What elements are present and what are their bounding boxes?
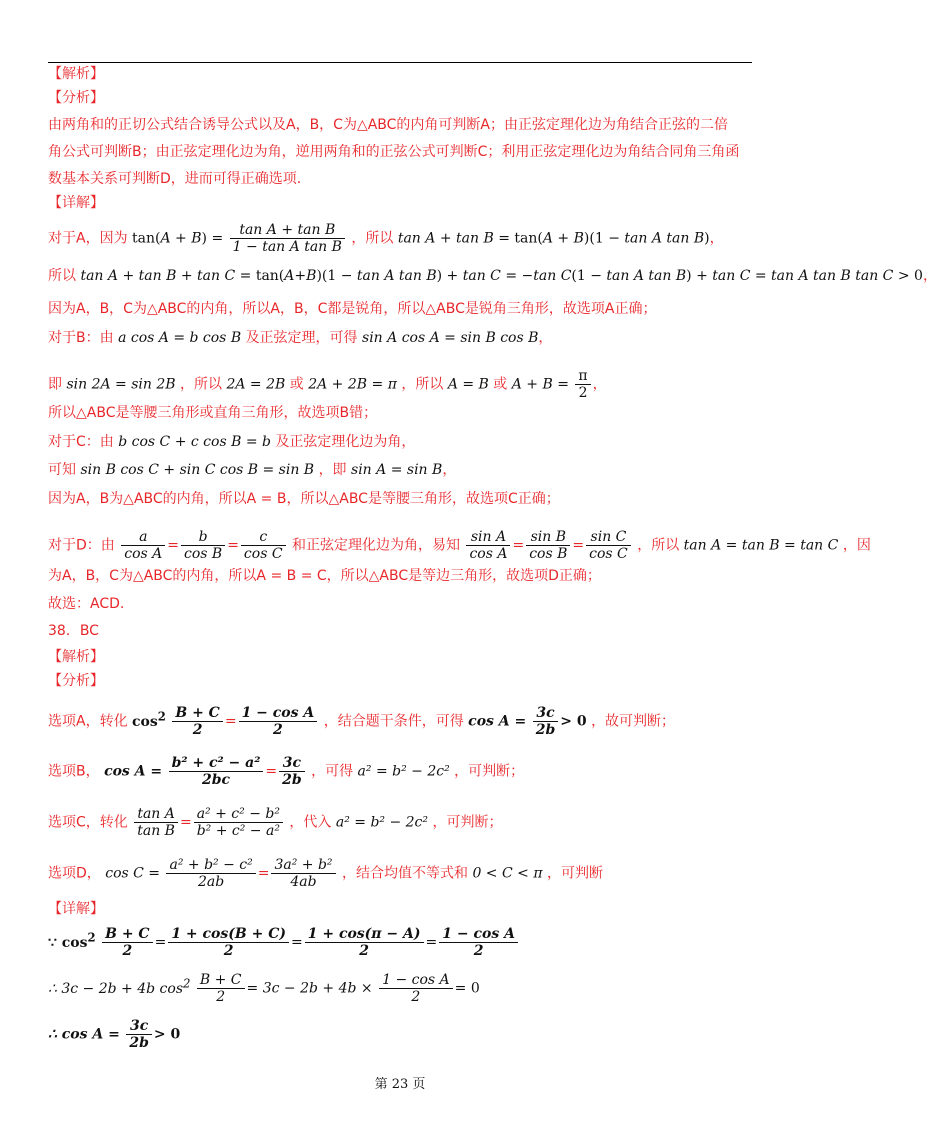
jiexi-label: 【解析】 xyxy=(48,66,104,82)
option-d-line-1: 对于D：由 $\frac{a}{\text{cos A}}$ = $\frac{b}{\text{cos B}}$ = $\frac{c}{\text{cos C}}$ 和正弦定理化边为角，易知 $\frac{\text{sin A}}{\text{cos A}}$ = $\frac{\text{sin B}}{\text{cos B}}$ = $\frac{\text{sin C}}{\text{cos C}}$ ，所以 tan A = tan B = tan C ，因 xyxy=(48,529,871,562)
option-b-line-1: 对于B：由 a cos A = b cos B 及正弦定理，可得 sin A cos A = sin B cos B， xyxy=(48,330,553,346)
option-c-conclusion: 因为A，B为△ABC的内角，所以A = B，所以△ABC是等腰三角形，故选项C正确； xyxy=(48,491,560,507)
option-a-conclusion: 因为A，B，C为△ABC的内角，所以A，B，C都是锐角，所以△ABC是锐角三角形，故选项A正确； xyxy=(48,301,657,317)
xiangjie-label: 【详解】 xyxy=(48,195,104,211)
option-d-conclusion: 为A，B，C为△ABC的内角，所以A = B = C，所以△ABC是等边三角形，故选项D正确； xyxy=(48,568,601,584)
page-footer: 第 23 页 xyxy=(374,1077,426,1092)
q38-option-d: 选项D， cos C = $\frac{\text{a² + b² − c²}}{2ab}$ = $\frac{\text{3a² + b²}}{4ab}$ ，结合均值不等式和 0 < C < π ，可判断 xyxy=(48,857,603,890)
proof-line-1: ∵ $\cos^2$ $\frac{B + C}{2}$ = $\frac{1 + \cos(B + C)}{2}$ = $\frac{1 + \cos(\pi - A)}{2}$ = $\frac{\text{1 − cos A}}{2}$ xyxy=(48,926,520,959)
q38-xiangjie-label: 【详解】 xyxy=(48,901,104,917)
option-b-line-2: 即 sin 2A = sin 2B ，所以 2A = 2B 或 2A + 2B = π ，所以 A = B 或 A + B = $\frac{\pi}{2}$ ， xyxy=(48,368,607,401)
q38-jiexi-label: 【解析】 xyxy=(48,649,104,665)
option-c-line-2: 可知 sin B cos C + sin C cos B = sin B ，即 sin A = sin B， xyxy=(48,462,457,478)
proof-line-2: ∴ 3c − 2b + 4b $\cos^2$ $\frac{B + C}{2}$ = 3c − 2b + 4b × $\frac{\text{1 − cos A}}{2}$ = 0 xyxy=(48,972,480,1005)
option-b-conclusion: 所以△ABC是等腰三角形或直角三角形，故选项B错； xyxy=(48,405,378,421)
answer-acd: 故选：ACD. xyxy=(48,596,125,612)
q38-option-c: 选项C，转化 $\frac{\text{tan A}}{\text{tan B}}$ = $\frac{\text{a² + c² − b²}}{\text{b² + c² − a²}}$ ，代入 a² = b² − 2c² ，可判断； xyxy=(48,806,503,839)
proof-line-3: ∴ cos A = $\frac{3c}{2b}$ > 0 xyxy=(48,1018,181,1051)
option-a-line-1: 对于A，因为 tan(A + B) = $\frac{\text{tan A + tan B}}{\text{1 − tan A tan B}}$ ，所以 tan A + tan B = tan(A + B)(1 − tan A tan B)， xyxy=(48,222,724,255)
q38-header: 38．BC xyxy=(48,623,99,639)
analysis-line-3: 数基本关系可判断D，进而可得正确选项. xyxy=(48,171,302,187)
q38-option-a: 选项A，转化 $\cos^2$ $\frac{B + C}{2}$ = $\frac{\text{1 − cos A}}{2}$ ，结合题干条件，可得 cos A = $\frac{3c}{2b}$ > 0 ，故可判断； xyxy=(48,705,676,738)
q38-option-b: 选项B， cos A = $\frac{\text{b² + c² − a²}}{2bc}$ = $\frac{3c}{2b}$ ，可得 a² = b² − 2c² ，可判断； xyxy=(48,755,525,788)
analysis-line-1: 由两角和的正切公式结合诱导公式以及A，B，C为△ABC的内角可判断A；由正弦定理化边为角结合正弦的二倍 xyxy=(48,117,729,133)
analysis-line-2: 角公式可判断B；由正弦定理化边为角，逆用两角和的正弦公式可判断C；利用正弦定理化边为角结合同角三角函 xyxy=(48,144,740,160)
fenxi-label: 【分析】 xyxy=(48,90,104,106)
top-rule xyxy=(48,62,752,63)
option-c-line-1: 对于C：由 b cos C + c cos B = b 及正弦定理化边为角， xyxy=(48,434,416,450)
q38-fenxi-label: 【分析】 xyxy=(48,673,104,689)
option-a-line-2: 所以 tan A + tan B + tan C = tan(A+B)(1 − tan A tan B) + tan C = −tan C(1 − tan A tan B) + tan C = tan A tan B tan C > 0， xyxy=(48,268,937,284)
